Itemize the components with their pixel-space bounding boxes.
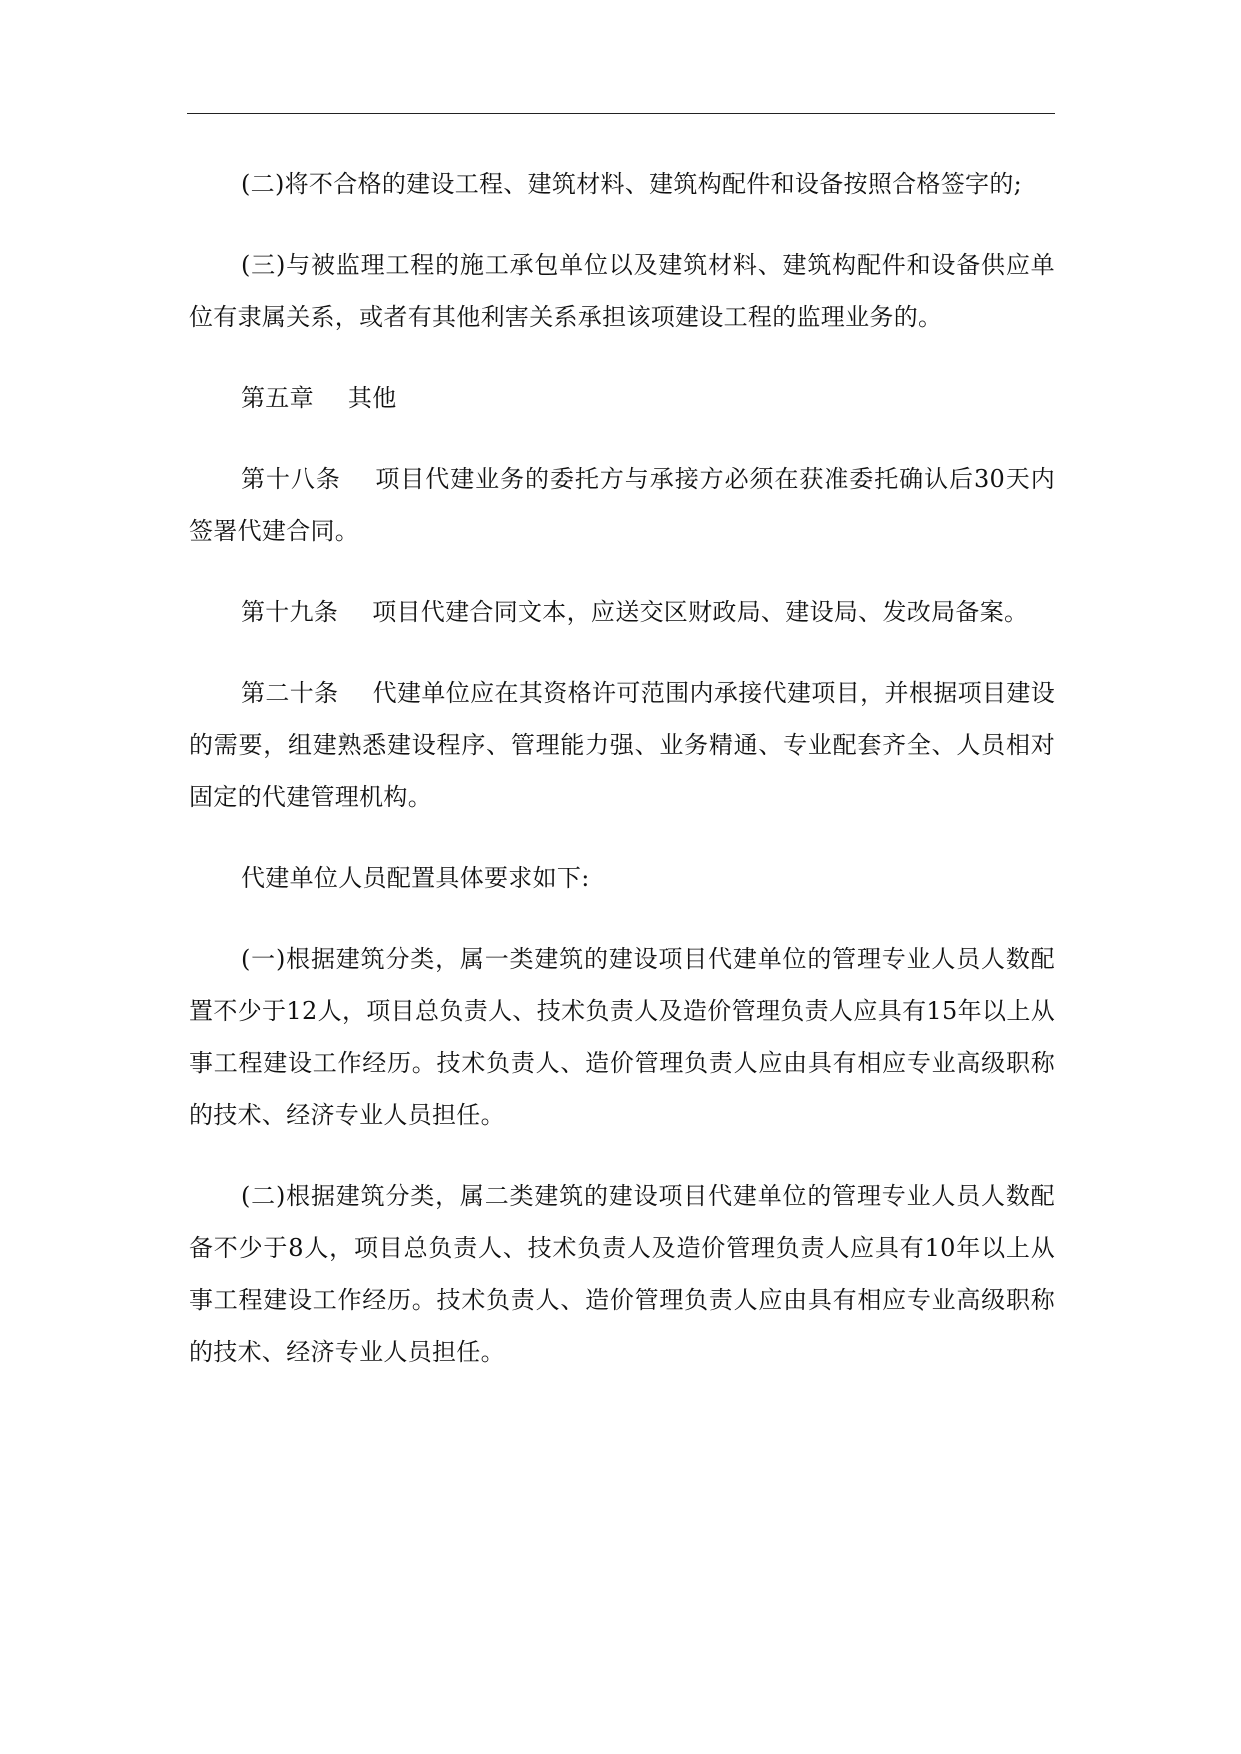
paragraph-text: (二)将不合格的建设工程、建筑材料、建筑构配件和设备按照合格签字的; bbox=[241, 170, 1023, 198]
paragraph-class-1 bbox=[189, 933, 1055, 1141]
article-text: 项目代建业务的委托方与承接方必须在获准委托确认后30天内签署代建合同。 bbox=[189, 465, 1055, 545]
paragraph-class-2 bbox=[189, 1170, 1055, 1378]
article-number: 第十九条 bbox=[241, 598, 339, 626]
article-19 bbox=[189, 586, 1055, 638]
chapter-title: 其他 bbox=[347, 384, 397, 412]
paragraph-text: (三)与被监理工程的施工承包单位以及建筑材料、建筑构配件和设备供应单位有隶属关系，或者有其他利害关系承担该项建设工程的监理业务的。 bbox=[189, 251, 1055, 331]
article-number: 第十八条 bbox=[241, 465, 341, 493]
article-text: 代建单位应在其资格许可范围内承接代建项目，并根据项目建设的需要，组建熟悉建设程序、管理能力强、业务精通、专业配套齐全、人员相对固定的代建管理机构。 bbox=[189, 679, 1055, 811]
paragraph-clause-2 bbox=[189, 158, 1055, 210]
paragraph-staffing-intro bbox=[189, 852, 1055, 904]
article-18 bbox=[189, 453, 1055, 557]
article-number: 第二十条 bbox=[241, 679, 339, 707]
chapter-number: 第五章 bbox=[241, 384, 314, 412]
document-body bbox=[189, 158, 1055, 1378]
paragraph-text: 代建单位人员配置具体要求如下: bbox=[241, 864, 590, 892]
article-20 bbox=[189, 667, 1055, 823]
paragraph-text: (二)根据建筑分类，属二类建筑的建设项目代建单位的管理专业人员人数配备不少于8人，项目总负责人、技术负责人及造价管理负责人应具有10年以上从事工程建设工作经历。技术负责人、造价管理负责人应由具有相应专业高级职称的技术、经济专业人员担任。 bbox=[189, 1182, 1055, 1366]
paragraph-text: (一)根据建筑分类，属一类建筑的建设项目代建单位的管理专业人员人数配置不少于12人，项目总负责人、技术负责人及造价管理负责人应具有15年以上从事工程建设工作经历。技术负责人、造价管理负责人应由具有相应专业高级职称的技术、经济专业人员担任。 bbox=[189, 945, 1055, 1129]
chapter-heading bbox=[189, 372, 1055, 424]
paragraph-clause-3 bbox=[189, 239, 1055, 343]
article-text: 项目代建合同文本，应送交区财政局、建设局、发改局备案。 bbox=[372, 598, 1029, 626]
header-rule bbox=[187, 113, 1055, 114]
